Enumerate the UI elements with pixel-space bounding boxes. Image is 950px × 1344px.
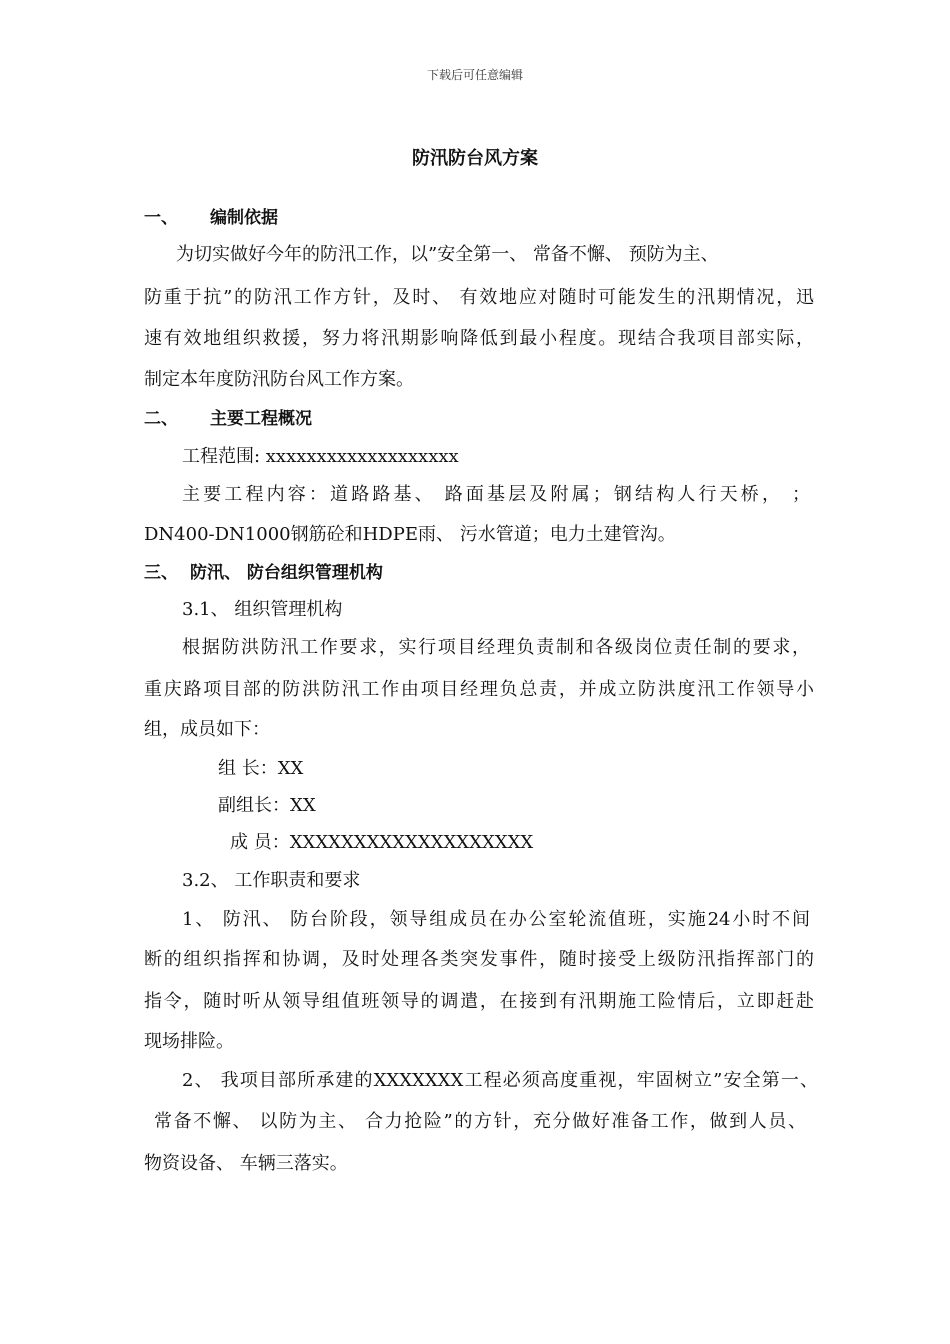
leader-line: 组 长：XX [218, 758, 304, 779]
paragraph-line: 速有效地组织救援，努力将汛期影响降低到最小程度。现结合我项目部实际， [144, 328, 814, 349]
section-2-number: 二、 [144, 409, 178, 429]
paragraph-line: 根据防洪防汛工作要求，实行项目经理负责制和各级岗位责任制的要求， [182, 637, 810, 658]
deputy-leader-line: 副组长：XX [218, 795, 316, 816]
item-1-line: 指令，随时听从领导组值班领导的调遣，在接到有汛期施工险情后，立即赶赴 [144, 991, 814, 1012]
project-content-line: 主要工程内容：道路路基、 路面基层及附属；钢结构人行天桥， ； [182, 484, 810, 505]
subsection-3-2: 3.2、 工作职责和要求 [182, 870, 361, 891]
paragraph-line: 制定本年度防汛防台风工作方案。 [144, 369, 414, 390]
project-content-line: DN400-DN1000钢筋砼和HDPE雨、 污水管道；电力土建管沟。 [144, 524, 676, 545]
section-3-heading [144, 561, 814, 585]
item-1-line: 现场排险。 [144, 1031, 234, 1052]
subsection-3-1: 3.1、 组织管理机构 [182, 599, 343, 620]
paragraph-line: 防重于抗”的防汛工作方针，及时、 有效地应对随时可能发生的汛期情况，迅 [144, 287, 814, 308]
section-3-number: 三、 [144, 563, 178, 583]
section-1-title: 编制依据 [210, 208, 278, 228]
item-1-line: 断的组织指挥和协调，及时处理各类突发事件，随时接受上级防汛指挥部门的 [144, 949, 814, 970]
project-scope: 工程范围: xxxxxxxxxxxxxxxxxxx [182, 446, 459, 467]
section-1-heading [144, 206, 814, 230]
section-3-title: 防汛、 防台组织管理机构 [190, 563, 383, 583]
item-2-line: 常备不懈、 以防为主、 合力抢险”的方针，充分做好准备工作，做到人员、 [154, 1111, 806, 1132]
paragraph-line: 组，成员如下： [144, 719, 270, 740]
paragraph-line: 重庆路项目部的防洪防汛工作由项目经理负总责，并成立防洪度汛工作领导小 [144, 679, 814, 700]
paragraph-line: 为切实做好今年的防汛工作，以”安全第一、 常备不懈、 预防为主、 [176, 244, 719, 265]
item-2-line: 物资设备、 车辆三落实。 [144, 1153, 348, 1174]
item-1-line: 1、 防汛、 防台阶段，领导组成员在办公室轮流值班，实施24小时不间 [182, 909, 810, 930]
item-2-line: 2、 我项目部所承建的XXXXXXX工程必须高度重视，牢固树立”安全第一、 [182, 1070, 818, 1091]
section-2-title: 主要工程概况 [210, 409, 312, 429]
document-title: 防汛防台风方案 [412, 148, 538, 169]
section-2-heading [144, 407, 814, 431]
section-1-number: 一、 [144, 208, 178, 228]
header-note: 下载后可任意编辑 [426, 68, 523, 82]
members-line: 成 员：XXXXXXXXXXXXXXXXXXX [230, 832, 534, 853]
